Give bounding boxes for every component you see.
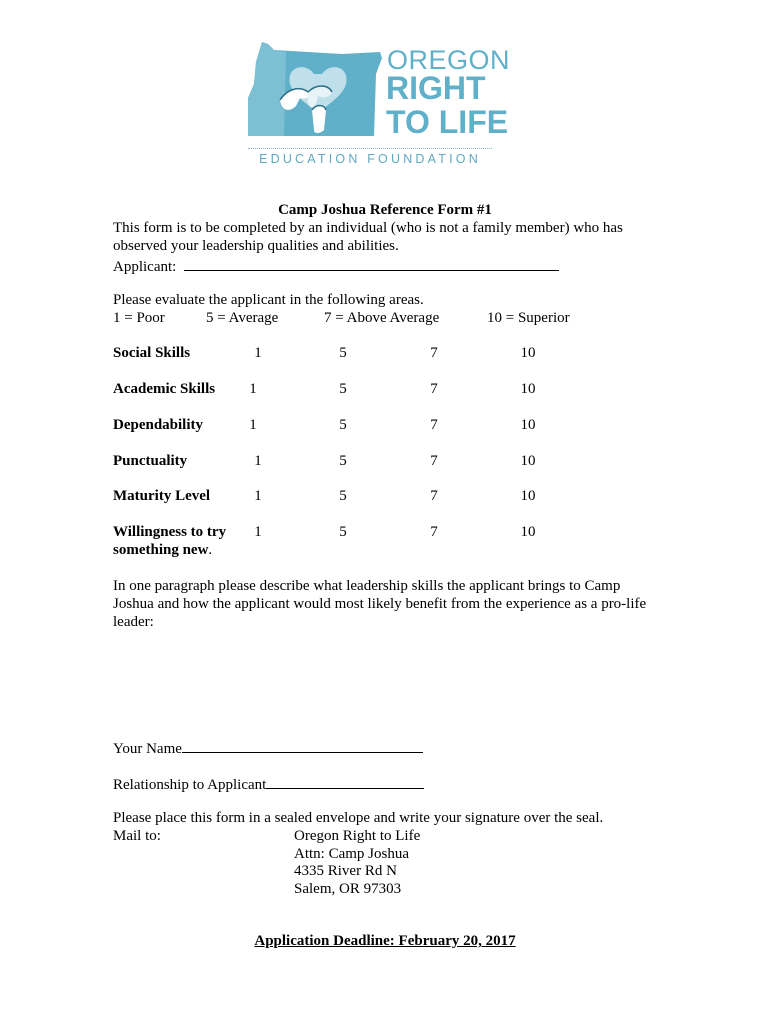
rating-1[interactable]: 1 [254, 345, 262, 361]
scale-superior: 10 = Superior [487, 310, 570, 326]
applicant-label: Applicant: [113, 259, 177, 275]
logo-divider [248, 148, 492, 149]
intro-line-1: This form is to be completed by an individual (who is not a family member) who has [113, 220, 623, 236]
your-name-field[interactable] [182, 738, 423, 753]
form-title: Camp Joshua Reference Form #1 [278, 202, 492, 218]
rating-10[interactable]: 10 [520, 381, 536, 397]
rating-10[interactable]: 10 [520, 345, 536, 361]
row-label-willingness: Willingness to try [113, 524, 227, 540]
oregon-hands-icon [246, 40, 386, 140]
rating-7[interactable]: 7 [430, 453, 438, 469]
rating-10[interactable]: 10 [520, 417, 536, 433]
rating-1[interactable]: 1 [249, 417, 257, 433]
address-line-3: 4335 River Rd N [294, 863, 397, 879]
rating-5[interactable]: 5 [339, 417, 347, 433]
rating-7[interactable]: 7 [430, 381, 438, 397]
address-line-2: Attn: Camp Joshua [294, 846, 409, 862]
period: . [208, 542, 213, 558]
paragraph-response-area[interactable] [113, 634, 653, 729]
row-label-willingness-2 [113, 542, 212, 559]
your-name-row [113, 738, 423, 758]
paragraph-line-3: leader: [113, 614, 154, 630]
row-label-dependability: Dependability [113, 417, 204, 433]
rating-5[interactable]: 5 [339, 488, 347, 504]
rating-1[interactable]: 1 [254, 488, 262, 504]
applicant-field[interactable] [184, 256, 559, 271]
rating-5[interactable]: 5 [339, 524, 347, 540]
logo-oregon: OREGON [387, 45, 511, 75]
rating-10[interactable]: 10 [520, 453, 536, 469]
logo-right: RIGHT [386, 70, 486, 106]
row-label-maturity-level: Maturity Level [113, 488, 211, 504]
scale-poor: 1 = Poor [113, 310, 165, 326]
application-deadline: Application Deadline: February 20, 2017 [254, 933, 516, 949]
mail-to-label: Mail to: [113, 828, 161, 844]
row-label-academic-skills: Academic Skills [113, 381, 216, 397]
relationship-field[interactable] [266, 774, 424, 789]
row-label-willingness-cont: something new [113, 542, 209, 558]
rating-5[interactable]: 5 [339, 453, 347, 469]
logo-to-life: TO LIFE [386, 104, 509, 140]
your-name-label: Your Name [113, 741, 182, 757]
scale-average: 5 = Average [206, 310, 279, 326]
rating-7[interactable]: 7 [430, 524, 438, 540]
rating-10[interactable]: 10 [520, 524, 536, 540]
rating-5[interactable]: 5 [339, 381, 347, 397]
rating-5[interactable]: 5 [339, 345, 347, 361]
rating-1[interactable]: 1 [249, 381, 257, 397]
rating-10[interactable]: 10 [520, 488, 536, 504]
intro-line-2: observed your leadership qualities and abilities. [113, 238, 399, 254]
rating-7[interactable]: 7 [430, 345, 438, 361]
evaluate-text: Please evaluate the applicant in the following areas. [113, 292, 424, 308]
row-label-punctuality: Punctuality [113, 453, 188, 469]
relationship-label: Relationship to Applicant [113, 777, 267, 793]
logo-subtitle: EDUCATION FOUNDATION [259, 152, 481, 166]
relationship-row [113, 774, 424, 794]
rating-7[interactable]: 7 [430, 488, 438, 504]
row-label-social-skills: Social Skills [113, 345, 191, 361]
scale-above-average: 7 = Above Average [324, 310, 440, 326]
instruction-text: Please place this form in a sealed envelope and write your signature over the seal. [113, 810, 604, 826]
applicant-row [113, 256, 559, 276]
rating-7[interactable]: 7 [430, 417, 438, 433]
rating-1[interactable]: 1 [254, 453, 262, 469]
address-line-1: Oregon Right to Life [294, 828, 421, 844]
paragraph-line-1: In one paragraph please describe what leadership skills the applicant brings to Camp [113, 578, 621, 594]
address-line-4: Salem, OR 97303 [294, 881, 402, 897]
rating-1[interactable]: 1 [254, 524, 262, 540]
paragraph-line-2: Joshua and how the applicant would most likely benefit from the experience as a pro-life [113, 596, 647, 612]
